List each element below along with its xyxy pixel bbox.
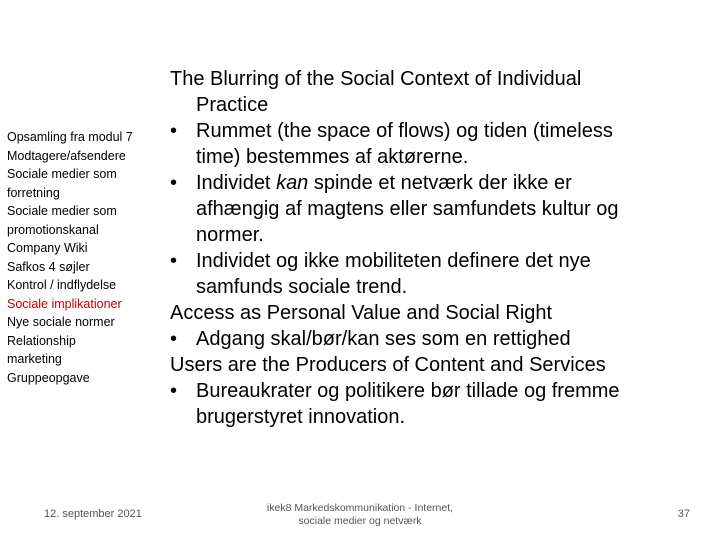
agenda-item: marketing — [7, 352, 62, 366]
bullet-text-emphasis: kan — [276, 172, 309, 194]
footer-course-title — [240, 502, 480, 528]
agenda-item: Company Wiki — [7, 241, 88, 255]
agenda-item: Gruppeopgave — [7, 370, 90, 385]
section-heading: The Blurring of the Social Context of Individual — [170, 68, 582, 90]
agenda-item: Safkos 4 søjler — [7, 259, 90, 274]
bullet-item — [170, 378, 710, 430]
agenda-item: promotionskanal — [7, 222, 99, 237]
bullet-marker: • — [170, 250, 178, 272]
footer-course-line: ikek8 Markedskommunikation - Internet, — [266, 502, 454, 514]
footer-course-line: sociale medier og netværk — [298, 515, 422, 527]
agenda-item: forretning — [7, 185, 60, 200]
agenda-item: Opsamling fra modul 7 — [7, 130, 133, 144]
agenda-item: Kontrol / indflydelse — [7, 278, 117, 292]
slide-body — [170, 66, 710, 430]
agenda-item-active: Sociale implikationer — [7, 296, 122, 311]
bullet-text: Adgang skal/bør/kan ses som en rettighed — [196, 328, 571, 350]
agenda-item: Sociale medier som — [7, 204, 117, 218]
bullet-item — [170, 248, 710, 300]
section-heading: Access as Personal Value and Social Right — [170, 302, 553, 324]
bullet-text: brugerstyret innovation. — [196, 406, 406, 428]
bullet-item — [170, 170, 710, 248]
bullet-text: Bureaukrater og politikere bør tillade og fremme — [196, 380, 620, 402]
bullet-text: Rummet (the space of flows) og tiden (timeless — [196, 120, 613, 142]
bullet-text: Individet og ikke mobiliteten definere det nye — [196, 250, 591, 272]
bullet-text: time) bestemmes af aktørerne. — [196, 146, 469, 168]
bullet-text: samfunds sociale trend. — [196, 276, 408, 298]
agenda-item: Modtagere/afsendere — [7, 148, 126, 163]
bullet-item — [170, 326, 710, 352]
agenda-item: Relationship — [7, 333, 76, 348]
footer-date: 12. september 2021 — [44, 508, 142, 520]
bullet-text: afhængig af magtens eller samfundets kultur og — [196, 198, 619, 220]
bullet-text: normer. — [196, 224, 264, 246]
bullet-marker: • — [170, 120, 178, 142]
agenda-item: Nye sociale normer — [7, 315, 115, 329]
bullet-text-part: Individet — [196, 172, 277, 194]
bullet-item — [170, 118, 710, 170]
page-number: 37 — [677, 508, 690, 520]
bullet-text-part: spinde et netværk der ikke er — [308, 172, 572, 194]
bullet-marker: • — [170, 380, 178, 402]
bullet-marker: • — [170, 328, 178, 350]
bullet-text — [196, 170, 710, 196]
section-heading-cont: Practice — [196, 94, 269, 116]
bullet-marker: • — [170, 172, 178, 194]
section-heading: Users are the Producers of Content and Services — [170, 354, 606, 376]
agenda-item: Sociale medier som — [7, 167, 117, 181]
agenda-sidebar — [7, 128, 167, 387]
